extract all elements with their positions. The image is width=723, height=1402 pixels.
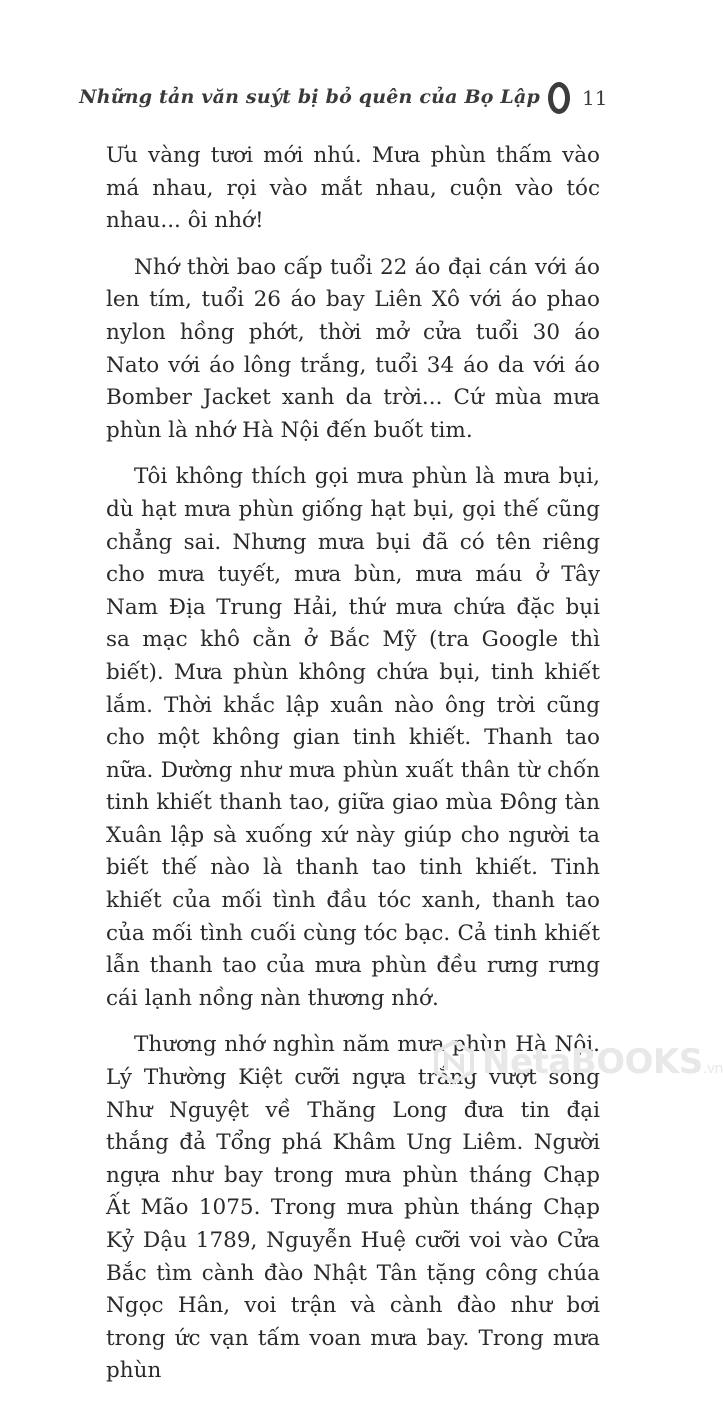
page-header bbox=[0, 80, 700, 120]
running-title: Những tản văn suýt bị bỏ quên của Bọ Lập bbox=[79, 86, 540, 108]
watermark-suffix: .vn bbox=[702, 1061, 723, 1077]
netabooks-logo-icon bbox=[432, 1040, 476, 1084]
paragraph: Thương nhớ nghìn năm mưa phùn Hà Nội. Lý Thường Kiệt cưỡi ngựa trắng vượt sông Như Nguyệt về Thăng Long đưa tin đại thắng đả Tổng phá Khâm Ung Liêm. Người ngựa như bay trong mưa phùn tháng Chạp Ất Mão 1075. Trong mưa phùn tháng Chạp Kỷ Dậu 1789, Nguyễn Huệ cưỡi voi vào Cửa Bắc tìm cành đào Nhật Tân tặng công chúa Ngọc Hân, voi trận và cành đào như bơi trong ức vạn tấm voan mưa bay. Trong mưa phùn bbox=[106, 1032, 600, 1384]
watermark-text bbox=[482, 1042, 723, 1082]
chapter-circle-ornament bbox=[548, 82, 570, 114]
page-number: 11 bbox=[582, 86, 608, 110]
body-text bbox=[106, 140, 600, 1402]
paragraph: Tôi không thích gọi mưa phùn là mưa bụi, dù hạt mưa phùn giống hạt bụi, gọi thế cũng chẳng sai. Nhưng mưa bụi đã có tên riêng cho mưa tuyết, mưa bùn, mưa máu ở Tây Nam Địa Trung Hải, thứ mưa chứa đặc bụi sa mạc khô cằn ở Bắc Mỹ (tra Google thì biết). Mưa phùn không chứa bụi, tinh khiết lắm. Thời khắc lập xuân nào ông trời cũng cho một không gian tinh khiết. Thanh tao nữa. Dường như mưa phùn xuất thân từ chốn tinh khiết thanh tao, giữa giao mùa Đông tàn Xuân lập sà xuống xứ này giúp cho người ta biết thế nào là thanh tao tinh khiết. Tinh khiết của mối tình đầu tóc xanh, thanh tao của mối tình cuối cùng tóc bạc. Cả tinh khiết lẫn thanh tao của mưa phùn đều rưng rưng cái lạnh nồng nàn thương nhớ. bbox=[106, 464, 600, 1011]
watermark bbox=[432, 1040, 723, 1090]
watermark-brand: NetaBOOKS bbox=[482, 1042, 703, 1082]
paragraph: Ưu vàng tươi mới nhú. Mưa phùn thấm vào má nhau, rọi vào mắt nhau, cuộn vào tóc nhau... ôi nhớ! bbox=[106, 143, 600, 234]
paragraph: Nhớ thời bao cấp tuổi 22 áo đại cán với áo len tím, tuổi 26 áo bay Liên Xô với áo phao nylon hồng phớt, thời mở cửa tuổi 30 áo Nato với áo lông trắng, tuổi 34 áo da với áo Bomber Jacket xanh da trời... Cứ mùa mưa phùn là nhớ Hà Nội đến buốt tim. bbox=[106, 254, 600, 443]
